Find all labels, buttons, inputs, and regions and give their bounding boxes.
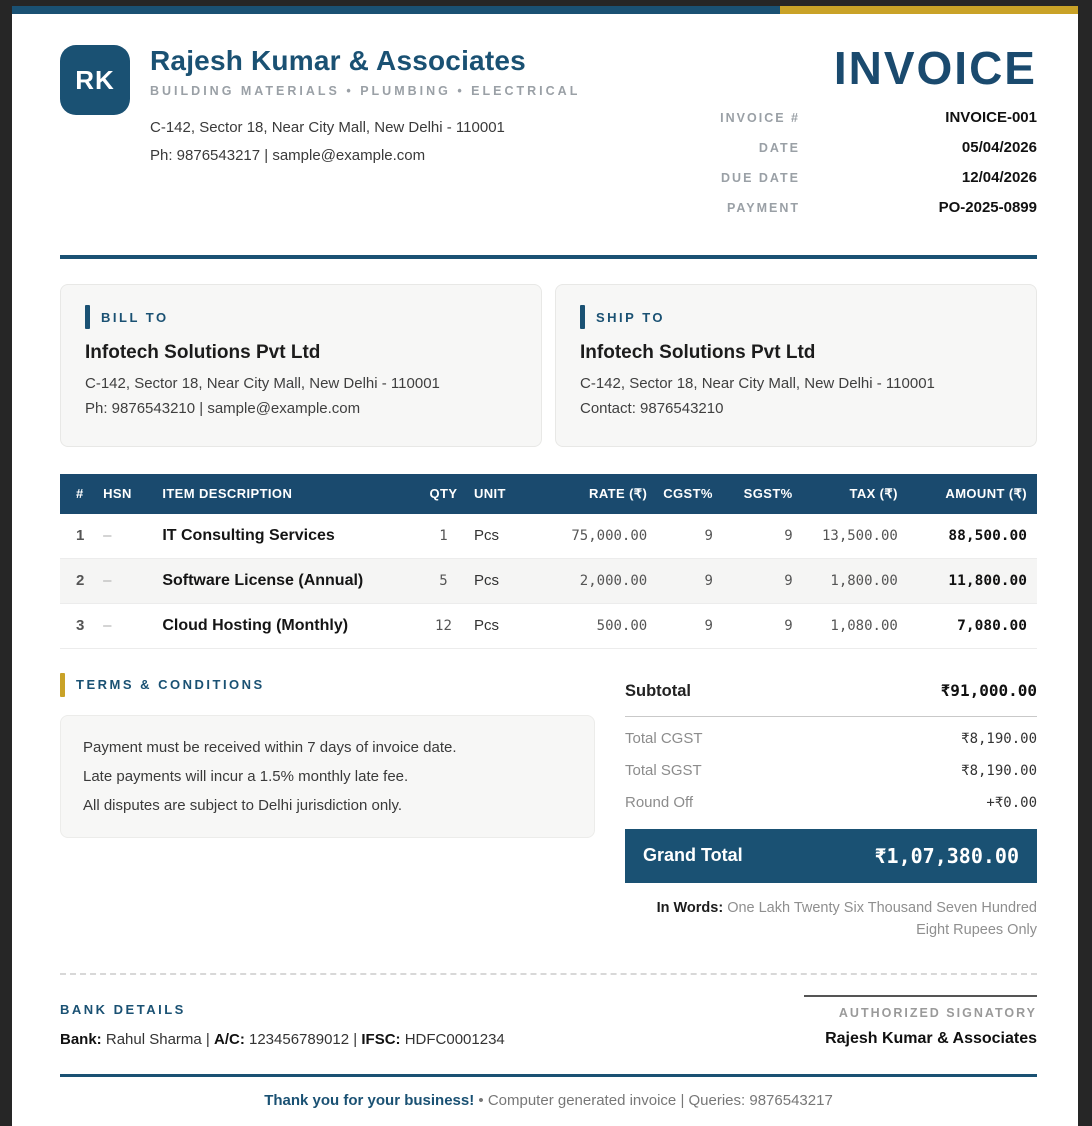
invoice-header [60,42,1037,229]
bill-to-accent-bar [85,305,90,329]
tax-rows [625,717,1037,821]
bank-details-title: BANK DETAILS [60,1002,186,1018]
payment-reference: PO-2025-0899 [938,199,1037,216]
dashed-divider [60,973,1037,975]
item-qty: 5 [421,558,466,603]
col-header-qty: QTY [421,474,466,514]
invoice-due-date: 12/04/2026 [961,169,1037,186]
party-boxes [60,284,1037,447]
separator: | [205,1031,210,1049]
item-sgst: 9 [721,603,801,648]
bank-label: Bank: [60,1031,102,1049]
ship-to-address: C-142, Sector 18, Near City Mall, New Delhi - 110001 [580,375,935,392]
meta-row-payment [720,199,1037,229]
item-unit: Pcs [466,603,536,648]
meta-row-date [720,139,1037,169]
col-header-sgst: SGST% [721,474,801,514]
meta-label: INVOICE # [720,111,800,125]
invoice-content [12,14,1078,1109]
item-qty: 12 [421,603,466,648]
signatory-name: Rajesh Kumar & Associates [825,1030,1037,1048]
item-rate: 2,000.00 [536,558,655,603]
col-header-tax: TAX (₹) [801,474,906,514]
footer-divider [60,1074,1037,1077]
terms-box [60,715,595,839]
col-header-rate: RATE (₹) [536,474,655,514]
in-words-label: In Words: [656,899,724,916]
terms-section [60,673,595,942]
terms-line: All disputes are subject to Delhi jurisdiction only. [83,797,403,814]
col-header-hsn: HSN [95,474,154,514]
bill-to-title-row [85,305,517,329]
in-words-text: One Lakh Twenty Six Thousand Seven Hundred Eight Rupees Only [727,899,1037,938]
item-hsn: – [95,514,154,559]
invoice-number: INVOICE-001 [945,109,1037,126]
grand-total-label: Grand Total [643,845,743,865]
ship-to-accent-bar [580,305,585,329]
col-header-cgst: CGST% [655,474,721,514]
terms-line: Payment must be received within 7 days of invoice date. [83,738,457,756]
signature-block [804,995,1037,1048]
item-description: Cloud Hosting (Monthly) [154,603,421,648]
authorized-signatory-label: AUTHORIZED SIGNATORY [838,1006,1037,1021]
invoice-date: 05/04/2026 [961,139,1037,156]
ship-to-name: Infotech Solutions Pvt Ltd [580,342,816,363]
ship-to-contact: Contact: 9876543210 [580,399,724,417]
item-tax: 1,080.00 [801,603,906,648]
footer-note: Computer generated invoice | Queries: 9876543217 [487,1092,833,1110]
brand [60,45,580,170]
bank-details [60,1002,505,1048]
account-number: 123456789012 [249,1031,350,1049]
bill-to-title: BILL TO [101,309,169,325]
item-cgst: 9 [655,558,721,603]
item-hsn: – [95,558,154,603]
meta-label: PAYMENT [726,201,800,215]
table-header-row [60,474,1037,514]
terms-title-row [60,673,595,697]
round-off-label: Round Off [625,794,694,811]
terms-accent-bar [60,673,65,697]
meta-label: DATE [758,141,800,155]
item-sgst: 9 [721,558,801,603]
terms-and-totals [60,673,1037,942]
item-index: 3 [60,603,95,648]
meta-row-invoice-number [720,109,1037,139]
col-header-amount: AMOUNT (₹) [906,474,1037,514]
doc-title: INVOICE [833,42,1037,94]
round-off-row [625,787,1037,819]
meta-label: DUE DATE [721,171,800,185]
bill-to-box [60,284,542,447]
top-accent-bar [12,6,1078,14]
ship-to-box [555,284,1037,447]
company-logo: RK [60,45,130,115]
ship-to-title: SHIP TO [596,309,666,325]
brand-block [60,45,580,229]
invoice-page [12,6,1078,1126]
subtotal-value: ₹91,000.00 [940,680,1037,700]
item-qty: 1 [421,514,466,559]
item-rate: 75,000.00 [536,514,655,559]
footer-thanks: Thank you for your business! [264,1092,475,1110]
footer [60,1092,1037,1109]
ifsc-code: HDFC0001234 [404,1031,505,1049]
terms-line: Late payments will incur a 1.5% monthly late fee. [83,767,409,785]
col-header-description: ITEM DESCRIPTION [154,474,421,514]
header-divider [60,255,1037,259]
table-row [60,514,1037,559]
round-off-value: +₹0.00 [986,795,1037,811]
item-rate: 500.00 [536,603,655,648]
accent-gold-segment [780,6,1078,14]
item-sgst: 9 [721,514,801,559]
bill-to-name: Infotech Solutions Pvt Ltd [85,342,321,363]
item-description: Software License (Annual) [154,558,421,603]
ship-to-title-row [580,305,1012,329]
invoice-meta-block [720,42,1037,229]
grand-total-value: ₹1,07,380.00 [874,843,1019,868]
company-tagline: BUILDING MATERIALS • PLUMBING • ELECTRICAL [150,84,581,98]
item-amount: 11,800.00 [906,558,1037,603]
totals-section [625,673,1037,942]
total-sgst-label: Total SGST [625,762,702,779]
item-amount: 7,080.00 [906,603,1037,648]
company-contact-block [150,114,580,170]
item-index: 2 [60,558,95,603]
item-tax: 13,500.00 [801,514,906,559]
item-amount: 88,500.00 [906,514,1037,559]
bank-and-signature [60,995,1037,1048]
item-cgst: 9 [655,603,721,648]
bill-to-address: C-142, Sector 18, Near City Mall, New Delhi - 110001 [85,375,440,392]
footer-bullet: • [478,1092,484,1110]
table-row [60,603,1037,648]
brand-text [150,45,580,170]
item-unit: Pcs [466,514,536,559]
items-table [60,474,1037,649]
bank-name: Rahul Sharma [105,1031,202,1049]
total-sgst-value: ₹8,190.00 [961,763,1037,779]
account-label: A/C: [214,1031,245,1049]
item-description: IT Consulting Services [154,514,421,559]
company-phone-email: Ph: 9876543217 | sample@example.com [150,146,426,164]
item-tax: 1,800.00 [801,558,906,603]
separator: | [353,1031,358,1049]
amount-in-words [625,897,1037,942]
subtotal-label: Subtotal [625,681,691,700]
total-cgst-label: Total CGST [625,730,703,747]
invoice-meta [720,109,1037,229]
table-row [60,558,1037,603]
item-cgst: 9 [655,514,721,559]
item-index: 1 [60,514,95,559]
company-name: Rajesh Kumar & Associates [150,45,526,76]
item-unit: Pcs [466,558,536,603]
bank-details-line [60,1031,505,1048]
total-cgst-value: ₹8,190.00 [961,731,1037,747]
grand-total-row [625,829,1037,883]
total-sgst-row [625,755,1037,787]
ifsc-label: IFSC: [361,1031,401,1049]
col-header-unit: UNIT [466,474,536,514]
item-hsn: – [95,603,154,648]
col-header-index: # [60,474,95,514]
terms-title: TERMS & CONDITIONS [76,677,265,692]
bill-to-contact: Ph: 9876543210 | sample@example.com [85,399,361,417]
company-address: C-142, Sector 18, Near City Mall, New Delhi - 110001 [150,119,505,136]
accent-navy-segment [12,6,780,14]
subtotal-row [625,677,1037,717]
meta-row-due-date [720,169,1037,199]
total-cgst-row [625,723,1037,755]
